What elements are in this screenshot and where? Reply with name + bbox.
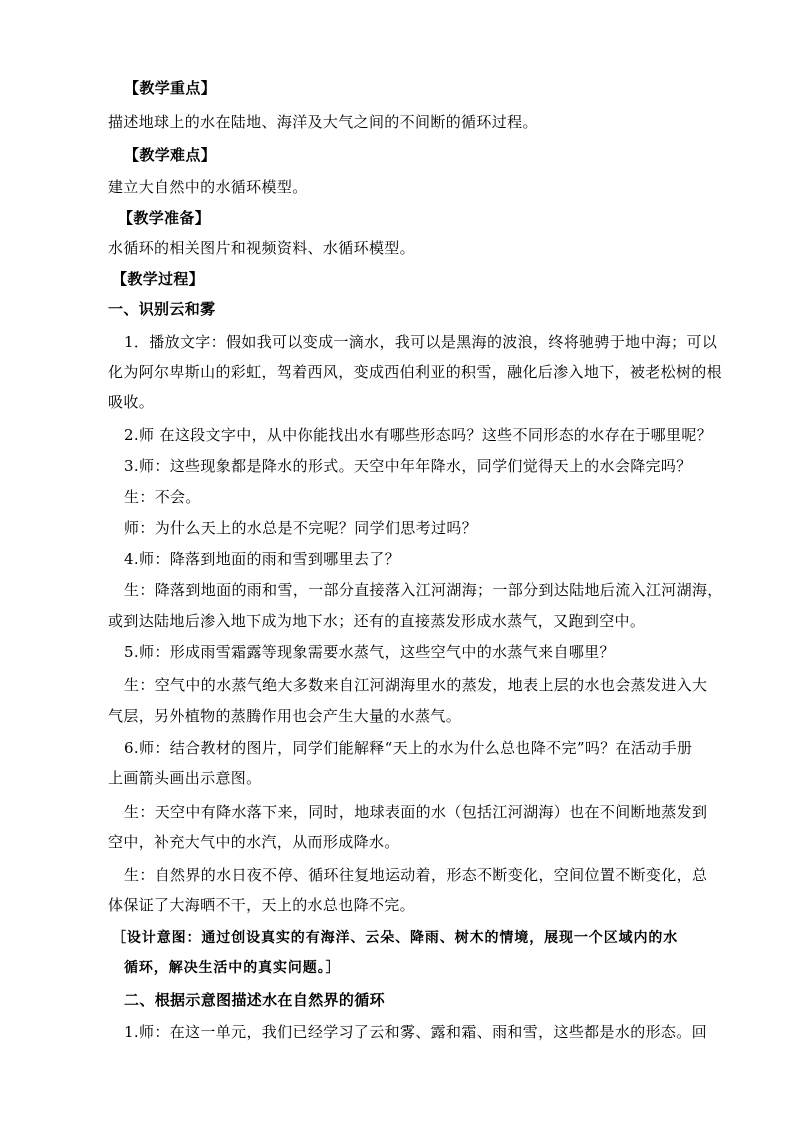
- key-points-text: 描述地球上的水在陆地、海洋及大气之间的不间断的循环过程。: [108, 113, 538, 131]
- paragraph-1-line-1: 1．播放文字：假如我可以变成一滴水，我可以是黑海的波浪，终将驰骋于地中海；可以: [124, 333, 718, 351]
- section-2-title: 二、根据示意图描述水在自然界的循环: [124, 991, 385, 1009]
- section-1-title: 一、识别云和雾: [108, 300, 216, 318]
- paragraph-9-line-2: 气层，另外植物的蒸腾作用也会产生大量的水蒸气。: [108, 707, 462, 725]
- paragraph-5: 师：为什么天上的水总是不完呢？同学们思考过吗？: [124, 519, 478, 537]
- heading-preparation: 【教学准备】: [118, 209, 211, 227]
- difficulties-text: 建立大自然中的水循环模型。: [108, 178, 308, 196]
- paragraph-10-line-2: 上画箭头画出示意图。: [108, 769, 262, 787]
- paragraph-11-line-1: 生：天空中有降水落下来，同时，地球表面的水（包括江河湖海）也在不间断地蒸发到: [124, 803, 708, 821]
- paragraph-4: 生：不会。: [124, 488, 201, 506]
- paragraph-9-line-1: 生：空气中的水蒸气绝大多数来自江河湖海里水的蒸发，地表上层的水也会蒸发进入大: [124, 676, 708, 694]
- paragraph-8: 5.师：形成雨雪霜露等现象需要水蒸气，这些空气中的水蒸气来自哪里？: [124, 643, 615, 661]
- paragraph-12-line-2: 体保证了大海晒不干，天上的水总也降不完。: [108, 896, 416, 914]
- paragraph-7-line-2: 或到达陆地后渗入地下成为地下水；还有的直接蒸发形成水蒸气，又跑到空中。: [108, 612, 646, 630]
- design-intent-line-2: 循环，解决生活中的真实问题。］: [124, 960, 341, 976]
- paragraph-1-line-2: 化为阿尔卑斯山的彩虹，驾着西风，变成西伯利亚的积雪，融化后渗入地下，被老松树的根: [108, 363, 723, 381]
- paragraph-10-line-1: 6.师：结合教材的图片，同学们能解释“天上的水为什么总也降不完”吗？在活动手册: [124, 739, 693, 757]
- paragraph-13: 1.师：在这一单元，我们已经学习了云和雾、露和霜、雨和雪，这些都是水的形态。回: [124, 1023, 707, 1041]
- preparation-text: 水循环的相关图片和视频资料、水循环模型。: [108, 239, 416, 257]
- design-intent-line-1: ［设计意图：通过创设真实的有海洋、云朵、降雨、树木的情境，展现一个区域内的水: [112, 930, 679, 946]
- paragraph-7-line-1: 生：降落到地面的雨和雪，一部分直接落入江河湖海；一部分到达陆地后流入江河湖海，: [124, 581, 723, 599]
- paragraph-6: 4.师：降落到地面的雨和雪到哪里去了？: [124, 550, 400, 568]
- heading-key-points: 【教学重点】: [124, 79, 217, 97]
- paragraph-2: 2.师 在这段文字中，从中你能找出水有哪些形态吗？这些不同形态的水存在于哪里呢？: [124, 426, 713, 444]
- paragraph-12-line-1: 生：自然界的水日夜不停、循环往复地运动着，形态不断变化，空间位置不断变化，总: [124, 866, 708, 884]
- heading-difficulties: 【教学难点】: [124, 146, 217, 164]
- paragraph-1-line-3: 吸收。: [108, 393, 155, 411]
- paragraph-3: 3.师：这些现象都是降水的形式。天空中年年降水，同学们觉得天上的水会降完吗？: [124, 457, 692, 475]
- heading-process: 【教学过程】: [112, 270, 205, 288]
- paragraph-11-line-2: 空中，补充大气中的水汽，从而形成降水。: [108, 833, 400, 851]
